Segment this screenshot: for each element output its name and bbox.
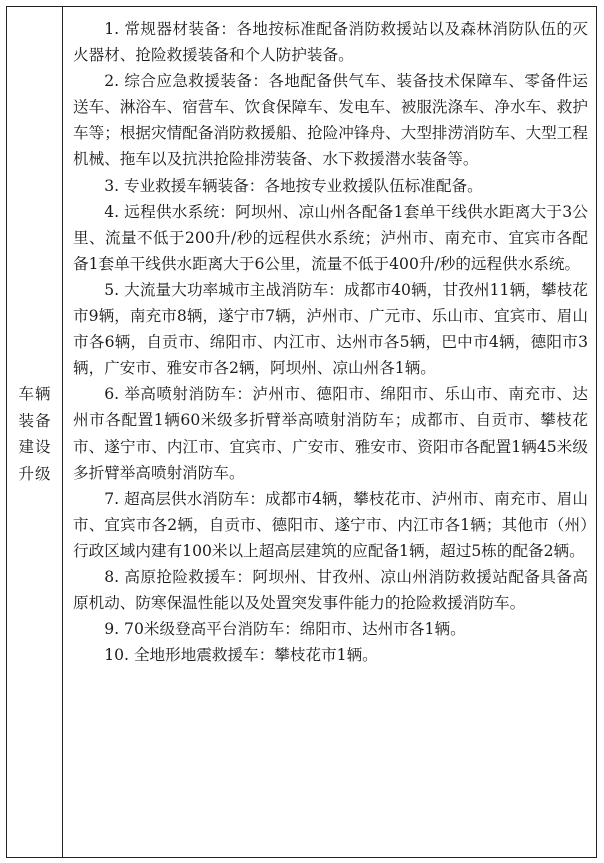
item-2-emergency-rescue-equipment: 2. 综合应急救援装备：各地配备供气车、装备技术保障车、零备件运送车、淋浴车、宿营车、饮食保障车、发电车、被服洗涤车、净水车、救护车等；根据灾情配备消防救援船、抢险冲锋舟、大型排涝消防车、大型工程机械、拖车以及抗洪抢险排涝装备、水下救援潜水装备等。	[73, 72, 588, 169]
category-label-line: 装备	[18, 411, 52, 430]
item-10-all-terrain-rescue-vehicles: 10. 全地形地震救援车：攀枝花市1辆。	[104, 646, 378, 665]
category-cell	[7, 7, 63, 857]
category-label	[7, 381, 63, 487]
content-cell	[63, 7, 596, 857]
item-5-high-flow-fire-trucks: 5. 大流量大功率城市主战消防车：成都市40辆，甘孜州11辆，攀枝花市9辆，南充市8辆，遂宁市7辆，泸州市、广元市、乐山市、宜宾市、眉山市各6辆，自贡市、绵阳市、内江市、达州市各5辆，巴中市4辆，德阳市3辆，广安市、雅安市各2辆，阿坝州、凉山州各1辆。	[73, 280, 588, 378]
item-8-plateau-rescue-vehicles: 8. 高原抢险救援车：阿坝州、甘孜州、凉山州消防救援站配备具备高原机动、防寒保温性能以及处置突发事件能力的抢险救援消防车。	[73, 567, 588, 613]
equipment-table	[6, 6, 597, 858]
category-label-line: 升级	[18, 464, 52, 483]
category-label-line: 车辆	[18, 385, 52, 403]
item-9-aerial-platform-trucks: 9. 70米级登高平台消防车：绵阳市、达州市各1辆。	[104, 620, 466, 639]
category-label-line: 建设	[18, 438, 52, 456]
item-1-regular-equipment: 1. 常规器材装备：各地按标准配备消防救援站以及森林消防队伍的灭火器材、抢险救援装备和个人防护装备。	[73, 20, 588, 65]
item-7-high-rise-water-supply: 7. 超高层供水消防车：成都市4辆，攀枝花市、泸州市、南充市、眉山市、宜宾市各2辆，自贡市、德阳市、遂宁市、内江市各1辆；其他市（州）行政区域内建有100米以上超高层建筑的应配备1辆，超过5栋的配备2辆。	[73, 489, 588, 560]
item-6-aerial-spray-trucks: 6. 举高喷射消防车：泸州市、德阳市、绵阳市、乐山市、南充市、达州市各配置1辆60米级多折臂举高喷射消防车；成都市、自贡市、攀枝花市、遂宁市、内江市、宜宾市、广安市、雅安市、资阳市各配置1辆45米级多折臂举高喷射消防车。	[73, 385, 588, 482]
item-3-special-rescue-vehicles: 3. 专业救援车辆装备：各地按专业救援队伍标准配备。	[104, 176, 483, 195]
item-4-remote-water-supply: 4. 远程供水系统：阿坝州、凉山州各配备1套单干线供水距离大于3公里、流量不低于200升/秒的远程供水系统；泸州市、南充市、宜宾市各配备1套单干线供水距离大于6公里，流量不低于400升/秒的远程供水系统。	[73, 202, 588, 273]
